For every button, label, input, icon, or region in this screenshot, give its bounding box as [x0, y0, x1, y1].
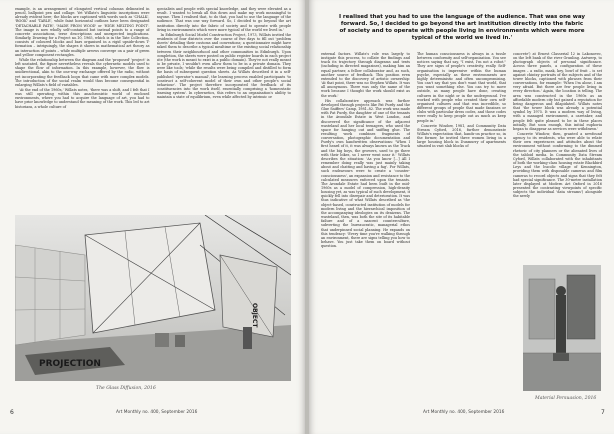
paragraph: His collaborative approach was further developed through projects like Pat Purdy and the Glue Sniffers' Camp, 1981–82. The work was made with Pat Purdy, the daughter of one of the tenants in the Avondale Estate in West London, and discovered the significance of the adjacent wasteland and her local teenagers, who used the space for hanging out and sniffing glue. The resulting work combines fragments of conversation, photographic documentation and Purdy's own handwritten observations: 'When I first heard of it, it was always known as the Track and the big boys, the growers, used to go there with their bikes, so I never went near it.' Willats describes the situation: 'As you know [...] All I remember doing really was just mainly taking about and chatting and having a fag'. For Willats, such endeavours were to create a 'counter-consciousness', an expansion and resistance to the calculated measures enforced upon the tenants. The Avondale Estate had been built in the mid-1960s as a model of compression, high-density housing yet, as was typical of such development, it quickly fell into disrepair and deterioration. It was thus indicative of what Willats described as 'the object-based, constructed institution of models for modern living and the hierarchical imposition of the accompanying ideologies on its denizens. The wasteland, then, was both the site of its habitable failure and of a nascent counterculture, subverting the bureaucratic, managerial ethos that underpinned social planning. He expands on this tendency: 'Every time you're walking through an environment, there are signs telling you how to behave. You just take them on board without question. — [321, 98, 410, 249]
paragraph: example, is an arrangement of elongated vertical columns delineated in pencil, ballpoint pen and collage. Yet Willats's linguistic inscriptions were already evident here; the blocks are captioned with words such as 'CHALK', 'BOOK' and 'TABLE', while faint horizontal outlines have been designated 'DETACHABLE PATH', 'MADE FROM WOOD' or 'HIGH MELTING POINT'. The image is now wholly self-contained but instead points to a range of concrete associations, terse descriptions and unexpected implications. Similarly, Drawing for a Project no.10, 1965, which is in the Tate Collection, consists of coloured blocks and bars organised in a rigid upside-down T-formation – intriguingly, the shapes it shows in mathematical art theory as an interaction of points – while multiple arrows converge on a pair of green and yellow component rectangles. — [15, 7, 150, 57]
paragraph: concrete') at Ernest Classerial 12 in Lakonovec, on the left bank of the river Grunling. Antwerp, to photograph objects of personal significance. Across three panels, a configuration of these images – a radio, mask, key, bowl of fruit – is set against chintzy portraits of the subjects and of the tower blocks, captioned with phrases from their conversations, for example: 'When I'm alone, I am very afraid. But there are few people living in every direction.' Again, the location is telling. The area was constructed in the 1960s as an affordable modern city but gained a reputation for being dangerous and dilapidated. Willats notes that 'the tower block was already a potential symbol by 1975. It was a modern way of living, with a managed environment, a caretaker, and people felt quite pleased to be in these places initially. But soon enough, this initial euphoria began to disappear as services were withdrawn.' — [513, 52, 602, 131]
installation-photo-art — [15, 215, 291, 381]
right-page — [309, 0, 614, 434]
right-column-3 — [513, 52, 602, 260]
paragraph: Concrete Window, then, granted a newfound agency to its residents, who were able to relate their own experiences and attitudes about the environment without conforming to the dimmed rhetoric of city planners or the alienated lives of the tabloid media. In Community Data Stream Cyford, Willats collaborated with the inhabitants of both the working-class housing estate Blackbird Leys and the bucolic village of Kennington, providing them with disposable cameras and film cameras to record objects and signs that they felt had special significance. The 30-metre installation later displayed at Modern Art Oxford in 2016 presented the contrasting viewpoints of specific subjects the individual 'data streams') alongside the newly — [513, 131, 602, 199]
right-caption: Material Persuasion, 2016 — [535, 396, 597, 401]
paragraph: Concrete Window, 1981, and Community Data Stream Cyford, 2016, further demonstrate Willats's expectation that, hands-on practice so, in the former, he invited three women living in a large housing block in Dunmurry of apartments situated in vast slab blocks of — [417, 123, 506, 149]
figure-word-projection: PROJECTION — [39, 359, 101, 369]
pull-quote: I realised that you had to use the language of the audience. That was one way forward. So, I decided to go beyond the art institution directly into the fabric of society and to operate with people living in environments which were more typical of the world we lived in.' — [338, 14, 586, 41]
paragraph: In Edinburgh Social Model Construction Project, 1973, Willats invited the residents of four districts over the course of five days to fill out 'problem sheets' detailing their customs and conventions; a questionnaire might have asked them to describe a typical mealtime or the existing social relationship between their neighbourhood and other communities in Edinburgh. Upon completion, the sheets were posted on public register boards in each project site (the work is meant to exist in a public domain). They're not really meant to be private, I wouldn't even allow them to be in a private domain. They were like tools; 'while the results were being compiled and distilled to form the basis of subsequent question sheets. As Willats described it in a self-published 'operator's manual', the learning process enabled participants 'to construct a self-coherent model of their own and other people's social behaviour'. The project therefore incorporated the feedback of its constituencies into the work itself, essentially comprising a 'homeostatic learning system'. In cybernetics, this refers to an organisation's ability to maintain a state of equilibrium, even while affected by intrinsic or — [156, 32, 291, 100]
installation-photo — [15, 215, 291, 381]
left-column-1 — [15, 7, 150, 211]
figure-word-object: OBJECT — [251, 303, 258, 328]
left-text-columns — [15, 7, 291, 211]
sculpture-photo-art — [523, 265, 601, 391]
paragraph: external factors. Willats's role was largely to instigate this process, to collate the findings and track its trajectory through diagrams and texts (including in directed magazines), making him an equal partner, a fellow collaborator and, as such, another source of feedback. This position even extended to the discovery of artistic ownership: 'At that point, there was no Stephen Willats. It was all anonymous. There was only the name of the work because I thought the work should exist as the work.' — [321, 52, 410, 98]
sculpture-photo — [523, 265, 601, 391]
left-caption: The Glass Diffusion, 2016 — [96, 386, 156, 391]
left-column-2 — [157, 7, 292, 211]
left-page — [0, 0, 305, 434]
left-page-number: 6 — [10, 409, 14, 416]
right-page-number: 7 — [601, 409, 605, 416]
left-folio: Art Monthly no. 400, September 2016 — [116, 410, 198, 415]
right-folio: Art Monthly no. 400, September 2016 — [423, 410, 505, 415]
paragraph: The human consciousness is always in a tussle between conformity and self-organisation. You see notices saying that say, "I exist, I'm not a robot." They are signs of people's creativity, really. Self-organisation is impressive within the human psyche, especially as these environments are highly deterministic and often uncompromising. You can't say that you don't want that world, that you want something else. You can try to move outside, as many people have done, creating cultures in the night or in the underground. I've worked with people who created their own self-organised cultures and that was incredible, so different groups of people that made fanzines or clubs with particular dress codes, and those codes were really to keep people out as much as keep people in.' — [417, 52, 506, 123]
paragraph: While the relationship between the diagram and the 'proposed' 'project' is left unstated, the figure nevertheless reveals the cybernetic models used to shape the flow of information. In this example, however, the flow is unidirectional, akin to the one-way exchange offered by the radio, without yet incorporating the feedback loops that came with more complex models. The introduction of the social realm would thus become consequential in enlarging Willats's field of variables. — [15, 57, 150, 87]
right-column-1 — [321, 52, 410, 392]
paragraph: specialists and people with special knowledge, and they were elevated as a result. I wanted to break all this down and make my work meaningful to anyone. Then I realised that, to do that, you had to use the language of the audience. That was one way forward. So, I decided to go beyond the art institution directly into the fabric of society and to operate with people living in environments which were more typical of the world we lived in.' — [156, 7, 291, 32]
paragraph: 'At the end of the 1960s,' Willats notes, 'there was a shift, and I felt that I was still operating within this anachronistic world of enclosed environments, where you had to acquire the language of art, you had to have prior knowledge to understand the meaning of the work. This led to art historians, a whole culture of — [15, 87, 150, 109]
right-column-2 — [417, 52, 506, 392]
